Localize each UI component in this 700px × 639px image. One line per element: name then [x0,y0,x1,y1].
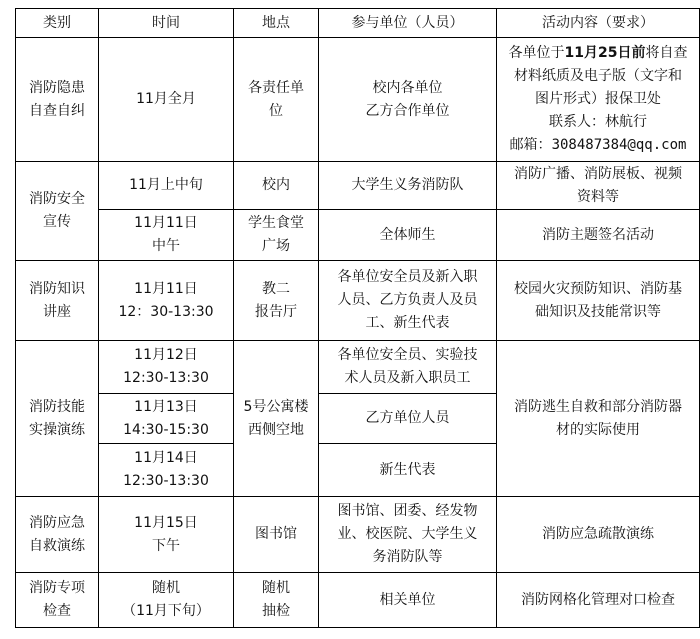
cell-time: 11月上中旬 [99,162,234,210]
cell-participants: 各单位安全员、实验技 术人员及新入职员工 [319,341,497,394]
cell-time: 随机 （11月下旬） [99,573,234,628]
cell-content: 消防网格化管理对口检查 [497,573,700,628]
cell-time: 11月12日 12:30-13:30 [99,341,234,394]
cell-category: 消防知识 讲座 [16,261,99,341]
cell-content: 消防主题签名活动 [497,210,700,261]
header-place: 地点 [234,9,319,38]
cell-category: 消防安全 宣传 [16,162,99,261]
cell-participants: 各单位安全员及新入职 人员、乙方负责人及员 工、新生代表 [319,261,497,341]
cell-participants: 新生代表 [319,444,497,497]
cell-place: 随机 抽检 [234,573,319,628]
cell-category: 消防专项 检查 [16,573,99,628]
cell-place: 校内 [234,162,319,210]
cell-category: 消防应急 自救演练 [16,497,99,573]
cell-time: 11月11日 中午 [99,210,234,261]
contact-email: 308487384@qq.com [551,137,687,153]
cell-content: 校园火灾预防知识、消防基 础知识及技能常识等 [497,261,700,341]
cell-category: 消防技能 实操演练 [16,341,99,497]
table-row [16,162,700,210]
table-row [16,341,700,394]
cell-time: 11月13日 14:30-15:30 [99,394,234,444]
cell-place: 学生食堂 广场 [234,210,319,261]
cell-place: 各责任单 位 [234,38,319,162]
cell-participants: 校内各单位 乙方合作单位 [319,38,497,162]
cell-participants: 相关单位 [319,573,497,628]
cell-content: 消防应急疏散演练 [497,497,700,573]
table-row [16,261,700,341]
table-row [16,497,700,573]
cell-participants: 全体师生 [319,210,497,261]
cell-participants: 图书馆、团委、经发物 业、校医院、大学生义 务消防队等 [319,497,497,573]
header-time: 时间 [99,9,234,38]
cell-time: 11月11日 12：30-13:30 [99,261,234,341]
header-participants: 参与单位（人员） [319,9,497,38]
deadline-highlight: 11月25日前 [564,45,646,61]
cell-content: 消防广播、消防展板、视频 资料等 [497,162,700,210]
cell-place: 教二 报告厅 [234,261,319,341]
cell-content: 消防逃生自救和部分消防器 材的实际使用 [497,341,700,497]
header-content: 活动内容（要求） [497,9,700,38]
table-row [16,210,700,261]
activity-schedule-table [15,8,700,628]
cell-time: 11月14日 12:30-13:30 [99,444,234,497]
cell-time: 11月15日 下午 [99,497,234,573]
cell-participants: 大学生义务消防队 [319,162,497,210]
cell-category: 消防隐患 自查自纠 [16,38,99,162]
table-row [16,38,700,162]
table-header-row [16,9,700,38]
cell-place: 5号公寓楼 西侧空地 [234,341,319,497]
table-row [16,573,700,628]
cell-place: 图书馆 [234,497,319,573]
cell-time: 11月全月 [99,38,234,162]
contact-person: 联系人：林航行 [549,114,647,130]
cell-content: 各单位于11月25日前将自查 材料纸质及电子版（文字和 图片形式）报保卫处 联系人：林航行 邮箱：308487384@qq.com [497,38,700,162]
header-category: 类别 [16,9,99,38]
cell-participants: 乙方单位人员 [319,394,497,444]
